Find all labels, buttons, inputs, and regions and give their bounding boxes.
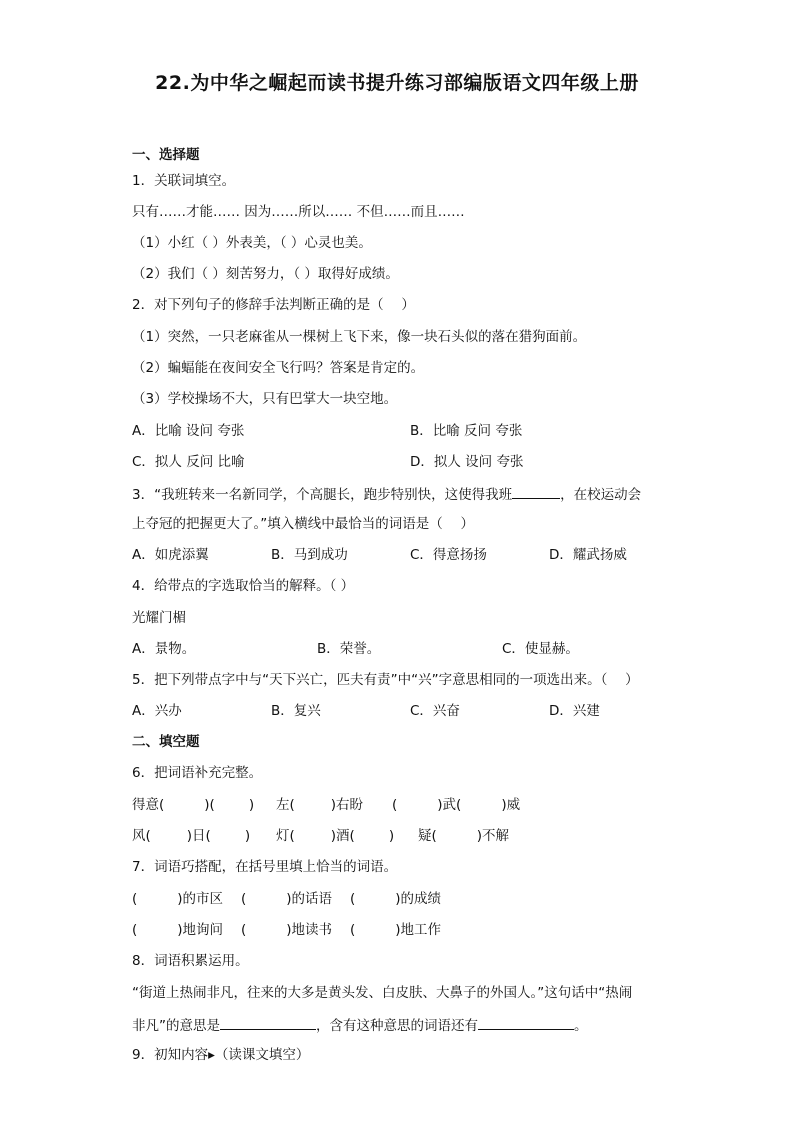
q8-text-c: 。 <box>574 1018 588 1034</box>
q5-option-b[interactable]: B．复兴 <box>271 703 321 719</box>
q6-r2-part: )不解 <box>476 828 510 844</box>
q8-line1: “街道上热闹非凡，往来的大多是黄头发、白皮肤、大鼻子的外国人。”这句话中“热闹 <box>132 985 633 1001</box>
q6-r2-part: ) <box>244 828 251 844</box>
q7-paren: ( <box>350 891 356 907</box>
q7-phrase: )地读书 <box>286 922 333 938</box>
q2-option-b[interactable]: B．比喻 反问 夸张 <box>410 423 523 439</box>
q7-phrase: )地工作 <box>395 922 442 938</box>
q6-row1-item2[interactable] <box>276 796 363 814</box>
q2-sentence2: （2）蝙蝠能在夜间安全飞行吗？答案是肯定的。 <box>132 360 425 376</box>
q7-phrase: )地询问 <box>177 922 224 938</box>
q7-phrase: )的成绩 <box>395 891 442 907</box>
q6-r1-part: ) <box>248 797 255 813</box>
q6-r1-part: )右盼 <box>330 797 364 813</box>
q6-r1-part: )( <box>204 797 215 813</box>
q5-option-d[interactable]: D．兴建 <box>549 703 600 719</box>
q3-text-a: 3．“我班转来一名新同学，个高腿长，跑步特别快，这使得我班 <box>132 487 513 503</box>
q5-option-c[interactable]: C．兴奋 <box>410 703 460 719</box>
q6-r2-part: 疑( <box>418 828 437 844</box>
q4-word: 光耀门楣 <box>132 610 186 626</box>
q2-sentence3: （3）学校操场不大，只有巴掌大一块空地。 <box>132 391 398 407</box>
q8-line2 <box>132 1015 588 1035</box>
q6-stem: 6．把词语补充完整。 <box>132 765 263 781</box>
q7-phrase: )的话语 <box>286 891 333 907</box>
q6-row1-item3[interactable] <box>392 796 520 814</box>
q2-option-d[interactable]: D．拟人 设问 夸张 <box>410 454 524 470</box>
q6-r2-part: 风( <box>132 828 151 844</box>
page-title: 22.为中华之崛起而读书提升练习部编版语文四年级上册 <box>155 72 639 94</box>
q6-r1-part: )威 <box>501 797 521 813</box>
q4-option-c[interactable]: C．使显赫。 <box>502 641 579 657</box>
q7-row2-item1[interactable] <box>132 921 223 939</box>
q3-option-a[interactable]: A．如虎添翼 <box>132 547 209 563</box>
q1-sub2: （2）我们（ ）刻苦努力，（ ）取得好成绩。 <box>132 266 399 282</box>
q7-row1-item1[interactable] <box>132 890 223 908</box>
q7-row1-item3[interactable] <box>350 890 441 908</box>
q2-option-c[interactable]: C．拟人 反问 比喻 <box>132 454 245 470</box>
q6-row2-item3[interactable] <box>418 827 509 845</box>
q7-row2-item3[interactable] <box>350 921 441 939</box>
q3-text-b: ，在校运动会 <box>560 487 642 503</box>
q7-phrase: )的市区 <box>177 891 224 907</box>
q4-option-a[interactable]: A．景物。 <box>132 641 196 657</box>
q3-stem-line1 <box>132 484 641 504</box>
q3-option-d[interactable]: D．耀武扬威 <box>549 547 627 563</box>
q5-stem: 5．把下列带点字中与“天下兴亡，匹夫有责”中“兴”字意思相同的一项选出来。（ ） <box>132 672 639 688</box>
q6-r2-part: 灯( <box>276 828 295 844</box>
q6-r1-part: 左( <box>276 797 295 813</box>
q7-stem: 7．词语巧搭配，在括号里填上恰当的词语。 <box>132 859 398 875</box>
section-heading-fill: 二、填空题 <box>132 734 200 750</box>
q7-paren: ( <box>132 922 138 938</box>
q8-stem: 8．词语积累运用。 <box>132 953 249 969</box>
q7-row1-item2[interactable] <box>241 890 332 908</box>
q7-paren: ( <box>132 891 138 907</box>
q9-stem: 9．初知内容▸（读课文填空） <box>132 1047 310 1063</box>
q8-blank-meaning[interactable] <box>220 1015 316 1030</box>
q2-option-a[interactable]: A．比喻 设问 夸张 <box>132 423 245 439</box>
q6-row2-item2[interactable] <box>276 827 394 845</box>
q4-option-b[interactable]: B．荣誉。 <box>317 641 381 657</box>
q8-text-b: ，含有这种意思的词语还有 <box>316 1018 478 1034</box>
q6-r2-part: ) <box>388 828 395 844</box>
q6-r1-part: 得意( <box>132 797 165 813</box>
q3-option-b[interactable]: B．马到成功 <box>271 547 348 563</box>
q2-stem: 2．对下列句子的修辞手法判断正确的是（ ） <box>132 297 415 313</box>
q1-sub1: （1）小红（ ）外表美，（ ）心灵也美。 <box>132 235 372 251</box>
q3-stem-line2: 上夺冠的把握更大了。”填入横线中最恰当的词语是（ ） <box>132 516 475 532</box>
q1-stem: 1．关联词填空。 <box>132 173 236 189</box>
q6-r2-part: )酒( <box>330 828 355 844</box>
q1-conjunctions: 只有……才能…… 因为……所以…… 不但……而且…… <box>132 204 465 220</box>
q6-row2-item1[interactable] <box>132 827 250 845</box>
q3-blank[interactable] <box>512 484 560 499</box>
q7-paren: ( <box>241 922 247 938</box>
q7-paren: ( <box>241 891 247 907</box>
section-heading-choice: 一、选择题 <box>132 147 200 163</box>
q6-row1-item1[interactable] <box>132 796 254 814</box>
q8-text-a: 非凡”的意思是 <box>132 1018 220 1034</box>
q7-row2-item2[interactable] <box>241 921 332 939</box>
q8-blank-synonym[interactable] <box>478 1015 574 1030</box>
q6-r1-part: )武( <box>437 797 462 813</box>
q7-paren: ( <box>350 922 356 938</box>
q4-stem: 4．给带点的字选取恰当的解释。（ ） <box>132 578 355 594</box>
q6-r1-part: ( <box>392 797 398 813</box>
q6-r2-part: )日( <box>186 828 211 844</box>
q3-option-c[interactable]: C．得意扬扬 <box>410 547 487 563</box>
q5-option-a[interactable]: A．兴办 <box>132 703 182 719</box>
q2-sentence1: （1）突然，一只老麻雀从一棵树上飞下来，像一块石头似的落在猎狗面前。 <box>132 329 587 345</box>
